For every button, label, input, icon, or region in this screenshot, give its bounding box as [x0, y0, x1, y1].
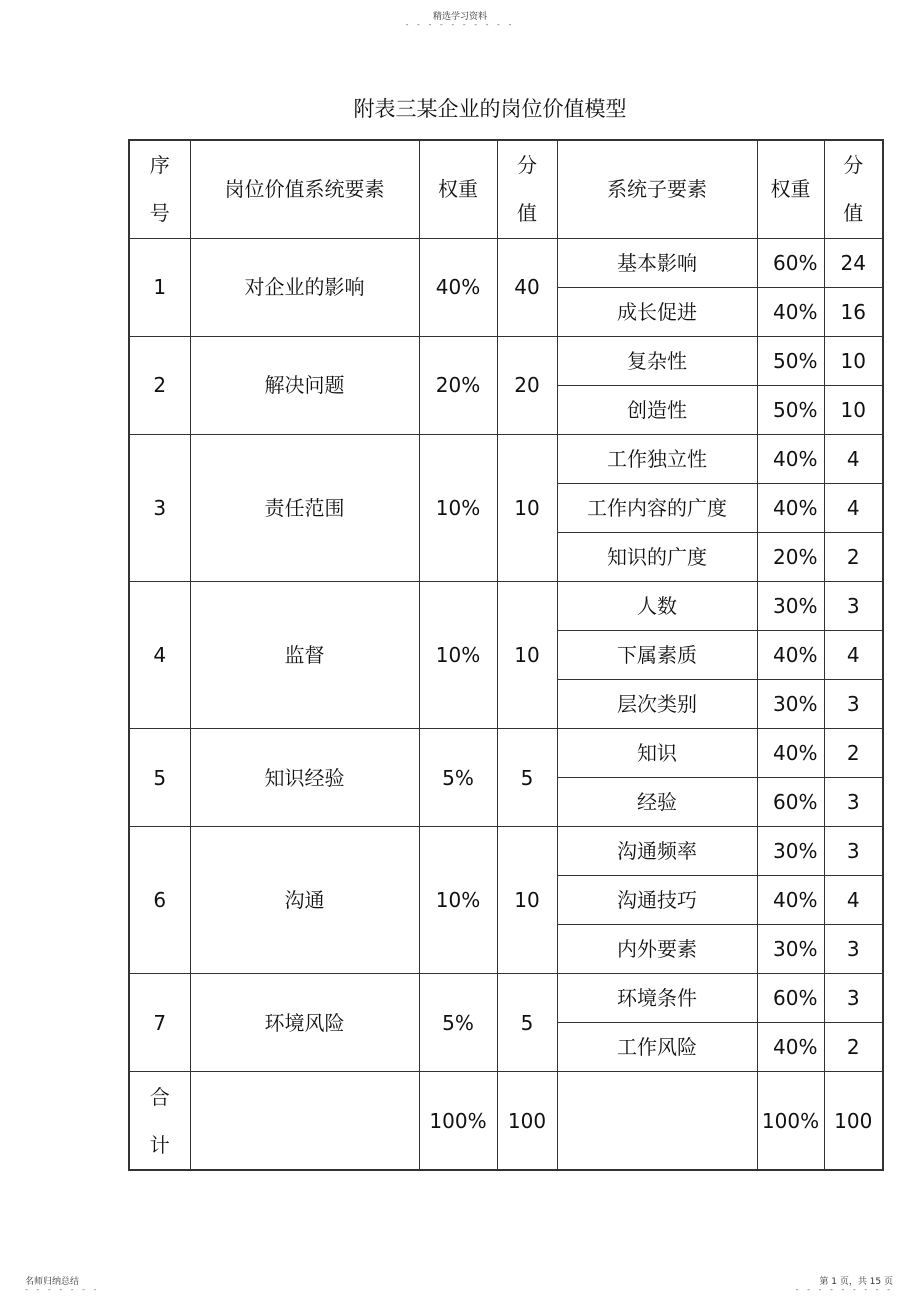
sub-score: 4 [824, 483, 883, 532]
sub-score: 2 [824, 1023, 883, 1072]
sub-score: 10 [824, 336, 883, 385]
sub-weight: 30% [757, 925, 824, 974]
header-index-part: 号 [149, 201, 170, 226]
row-index: 1 [129, 238, 190, 336]
sub-score: 3 [824, 581, 883, 630]
total-sub-weight: 100% [757, 1072, 824, 1170]
total-sub-element [557, 1072, 757, 1170]
header-sub-element: 系统子要素 [557, 140, 757, 238]
table-row [129, 238, 883, 287]
sub-weight: 30% [757, 680, 824, 729]
job-value-model-table [128, 139, 884, 1171]
sub-score: 3 [824, 827, 883, 876]
header-sub-score-part: 分 [843, 153, 864, 178]
sub-element: 复杂性 [557, 336, 757, 385]
row-weight: 20% [419, 336, 497, 434]
footer-left-dots: - - - - - - - [25, 1285, 100, 1294]
sub-element: 下属素质 [557, 630, 757, 679]
sub-element: 工作独立性 [557, 434, 757, 483]
sub-weight: 20% [757, 532, 824, 581]
row-element: 监督 [190, 581, 419, 728]
sub-element: 成长促进 [557, 287, 757, 336]
row-score: 20 [497, 336, 557, 434]
table-row [129, 336, 883, 385]
footer-right-dots: - - - - - - - - - [795, 1285, 893, 1294]
sub-weight: 30% [757, 581, 824, 630]
sub-weight: 40% [757, 729, 824, 778]
page-header-dots: - - - - - - - - - - [405, 20, 515, 29]
total-label-part: 合 [149, 1084, 170, 1109]
sub-element: 沟通技巧 [557, 876, 757, 925]
row-weight: 10% [419, 434, 497, 581]
row-index: 3 [129, 434, 190, 581]
page-header-label: 精选学习资料 [432, 12, 487, 22]
page-info: 第 1 页，共 15 页 [819, 1277, 893, 1287]
sub-element: 沟通频率 [557, 827, 757, 876]
total-label-part: 计 [149, 1132, 170, 1157]
header-score-part: 值 [517, 201, 537, 226]
total-sub-score: 100 [824, 1072, 883, 1170]
footer-left-label: 名师归纳总结 [25, 1277, 80, 1287]
row-score: 5 [497, 729, 557, 827]
row-element: 沟通 [190, 827, 419, 974]
sub-element: 工作内容的广度 [557, 483, 757, 532]
sub-element: 工作风险 [557, 1023, 757, 1072]
row-weight: 10% [419, 581, 497, 728]
header-sub-score [824, 140, 883, 238]
sub-score: 4 [824, 876, 883, 925]
row-index: 2 [129, 336, 190, 434]
row-weight: 10% [419, 827, 497, 974]
sub-element: 知识 [557, 729, 757, 778]
sub-weight: 40% [757, 483, 824, 532]
row-score: 10 [497, 434, 557, 581]
sub-element: 人数 [557, 581, 757, 630]
sub-weight: 30% [757, 827, 824, 876]
row-element: 知识经验 [190, 729, 419, 827]
sub-element: 创造性 [557, 385, 757, 434]
row-index: 6 [129, 827, 190, 974]
sub-element: 知识的广度 [557, 532, 757, 581]
row-index: 4 [129, 581, 190, 728]
row-score: 5 [497, 974, 557, 1072]
sub-weight: 60% [757, 238, 824, 287]
sub-weight: 40% [757, 876, 824, 925]
header-element: 岗位价值系统要素 [190, 140, 419, 238]
sub-score: 4 [824, 630, 883, 679]
sub-score: 3 [824, 974, 883, 1023]
sub-weight: 40% [757, 287, 824, 336]
sub-score: 10 [824, 385, 883, 434]
sub-score: 16 [824, 287, 883, 336]
sub-element: 环境条件 [557, 974, 757, 1023]
sub-score: 3 [824, 680, 883, 729]
total-score: 100 [497, 1072, 557, 1170]
sub-weight: 50% [757, 385, 824, 434]
table-row [129, 827, 883, 876]
header-sub-weight: 权重 [757, 140, 824, 238]
header-row [129, 140, 883, 238]
row-index: 5 [129, 729, 190, 827]
sub-weight: 50% [757, 336, 824, 385]
row-index: 7 [129, 974, 190, 1072]
sub-element: 基本影响 [557, 238, 757, 287]
header-sub-score-part: 值 [843, 201, 864, 226]
document-title: 附表三某企业的岗位价值模型 [353, 97, 627, 121]
sub-element: 经验 [557, 778, 757, 827]
row-element: 责任范围 [190, 434, 419, 581]
table-row [129, 974, 883, 1023]
sub-weight: 60% [757, 778, 824, 827]
sub-score: 2 [824, 532, 883, 581]
sub-score: 24 [824, 238, 883, 287]
sub-element: 层次类别 [557, 680, 757, 729]
table-row [129, 434, 883, 483]
sub-weight: 40% [757, 434, 824, 483]
sub-score: 2 [824, 729, 883, 778]
total-element [190, 1072, 419, 1170]
row-score: 40 [497, 238, 557, 336]
sub-weight: 60% [757, 974, 824, 1023]
row-score: 10 [497, 581, 557, 728]
row-element: 对企业的影响 [190, 238, 419, 336]
table-row [129, 581, 883, 630]
total-label [129, 1072, 190, 1170]
row-weight: 5% [419, 729, 497, 827]
sub-element: 内外要素 [557, 925, 757, 974]
total-weight: 100% [419, 1072, 497, 1170]
sub-score: 3 [824, 778, 883, 827]
row-weight: 40% [419, 238, 497, 336]
row-weight: 5% [419, 974, 497, 1072]
sub-score: 3 [824, 925, 883, 974]
header-index-part: 序 [149, 153, 170, 178]
sub-score: 4 [824, 434, 883, 483]
total-row [129, 1072, 883, 1170]
header-weight: 权重 [419, 140, 497, 238]
row-element: 环境风险 [190, 974, 419, 1072]
sub-weight: 40% [757, 1023, 824, 1072]
header-score-part: 分 [517, 153, 537, 178]
row-score: 10 [497, 827, 557, 974]
header-score [497, 140, 557, 238]
header-index [129, 140, 190, 238]
row-element: 解决问题 [190, 336, 419, 434]
table-row [129, 729, 883, 778]
sub-weight: 40% [757, 630, 824, 679]
